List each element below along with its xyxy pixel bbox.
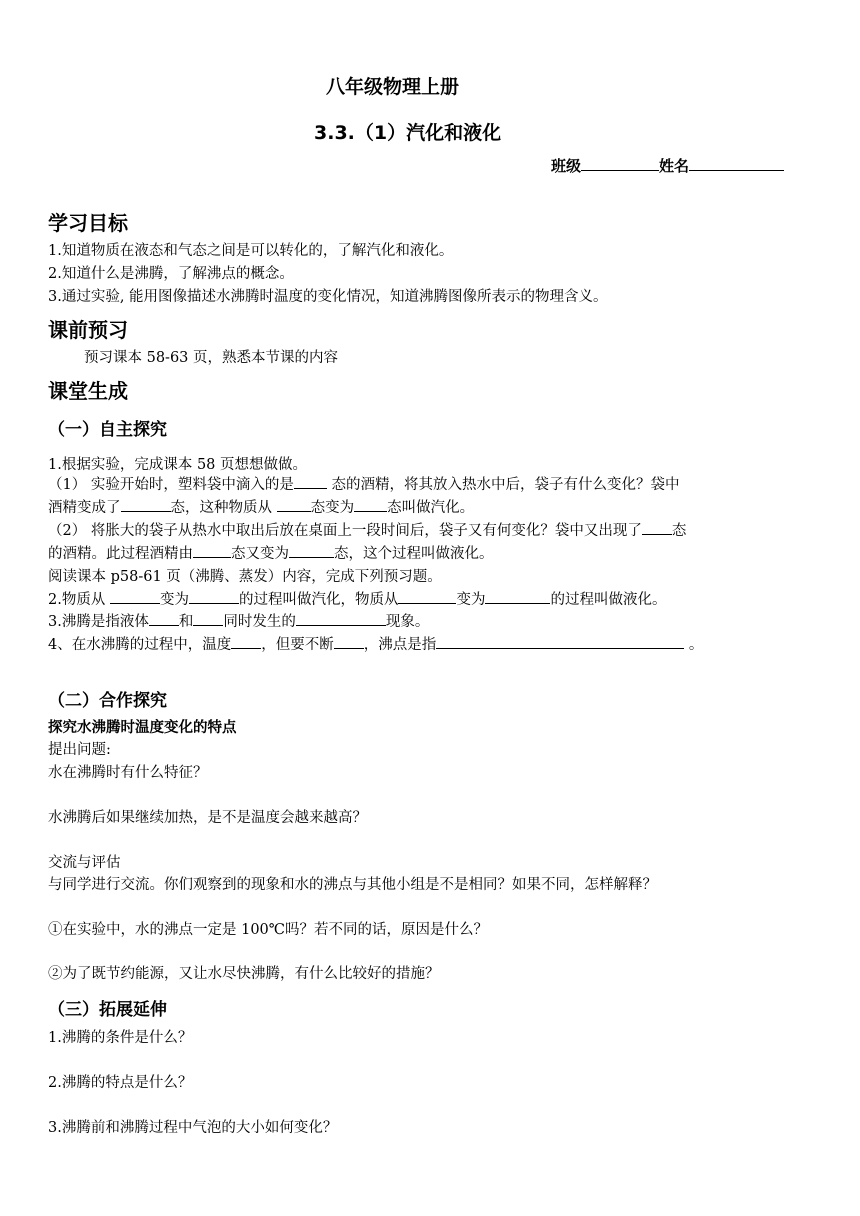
text-segment: ，沸点是指	[363, 637, 437, 653]
answer-blank[interactable]	[121, 497, 171, 512]
name-blank[interactable]	[689, 156, 784, 171]
answer-blank[interactable]	[149, 611, 179, 626]
exercise-line	[48, 519, 686, 540]
question-line: 1.沸腾的条件是什么？	[48, 1030, 193, 1046]
question-line: 3.沸腾前和沸腾过程中气泡的大小如何变化？	[48, 1120, 338, 1136]
text-segment: 态叫做汽化。	[387, 500, 475, 516]
text-segment: 4、在水沸腾的过程中，温度	[48, 637, 232, 653]
text-segment: （1） 实验开始时，塑料袋中滴入的是	[48, 477, 294, 493]
exercise-line	[48, 473, 679, 494]
text-segment: 。	[684, 637, 704, 653]
objective-item: 1.知道物质在液态和气态之间是可以转化的，了解汽化和液化。	[48, 243, 454, 259]
text-segment: 态变为	[310, 500, 355, 516]
text-segment: 态的酒精，将其放入热水中后，袋子有什么变化？袋中	[326, 477, 680, 493]
question-line: 水沸腾后如果继续加热，是不是温度会越来越高？	[48, 810, 367, 826]
text-segment: 的过程叫做液化。	[550, 592, 667, 608]
objective-item: 2.知道什么是沸腾，了解沸点的概念。	[48, 266, 294, 282]
name-label: 姓名	[659, 157, 690, 175]
text-segment: 同时发生的	[223, 614, 296, 630]
evaluation-heading: 交流与评估	[48, 855, 121, 871]
text-segment: 酒精变成了	[48, 500, 121, 516]
section-cooperation-heading: （二）合作探究	[48, 691, 167, 711]
answer-blank[interactable]	[334, 634, 364, 649]
answer-blank[interactable]	[354, 497, 387, 512]
text-segment: （2） 将胀大的袋子从热水中取出后放在桌面上一段时间后，袋子又有何变化？袋中又出现了	[48, 523, 642, 539]
question-line: ②为了既节约能源，又让水尽快沸腾，有什么比较好的措施？	[48, 966, 440, 982]
section-self-study-heading: （一）自主探究	[48, 420, 167, 440]
answer-blank[interactable]	[296, 611, 386, 626]
exercise-line: 阅读课本 p58-61 页（沸腾、蒸发）内容，完成下列预习题。	[48, 569, 442, 585]
experiment-title: 探究水沸腾时温度变化的特点	[48, 720, 237, 736]
answer-blank[interactable]	[277, 497, 311, 512]
preview-heading: 课前预习	[48, 318, 128, 342]
text-segment: 3.沸腾是指液体	[48, 614, 149, 630]
exercise-line	[48, 542, 494, 563]
class-name-row	[551, 155, 784, 176]
text-segment: 的过程叫做汽化，物质从	[238, 592, 399, 608]
document-subtitle: 3.3.（1）汽化和液化	[314, 122, 502, 144]
text-segment: 2.物质从	[48, 592, 110, 608]
objective-item: 3.通过实验, 能用图像描述水沸腾时温度的变化情况，知道沸腾图像所表示的物理含义。	[48, 289, 608, 305]
text-segment: 态	[671, 523, 687, 539]
class-blank[interactable]	[581, 156, 659, 171]
question-intro: 提出问题:	[48, 742, 111, 758]
section-extension-heading: （三）拓展延伸	[48, 1000, 167, 1020]
question-line: 2.沸腾的特点是什么？	[48, 1075, 193, 1091]
document-title: 八年级物理上册	[326, 76, 460, 98]
text-segment: 态又变为	[231, 546, 289, 562]
answer-blank[interactable]	[642, 520, 672, 535]
answer-blank[interactable]	[485, 589, 550, 604]
exercise-line	[48, 588, 666, 609]
answer-blank[interactable]	[294, 474, 327, 489]
exercise-line: 1.根据实验，完成课本 58 页想想做做。	[48, 457, 308, 473]
text-segment: 现象。	[385, 614, 430, 630]
answer-blank[interactable]	[231, 634, 261, 649]
class-label: 班级	[551, 157, 582, 175]
exercise-line	[48, 496, 474, 517]
answer-blank[interactable]	[193, 543, 231, 558]
objectives-heading: 学习目标	[48, 211, 128, 235]
text-segment: 态，这种物质从	[170, 500, 277, 516]
question-line: ①在实验中，水的沸点一定是 100℃吗？若不同的话，原因是什么？	[48, 922, 489, 938]
exercise-line	[48, 633, 703, 654]
answer-blank[interactable]	[398, 589, 456, 604]
text-segment: 的酒精。此过程酒精由	[48, 546, 193, 562]
answer-blank[interactable]	[436, 634, 684, 649]
classroom-heading: 课堂生成	[48, 379, 128, 403]
preview-text: 预习课本 58-63 页，熟悉本节课的内容	[84, 350, 339, 366]
exercise-line	[48, 610, 429, 631]
text-segment: 和	[178, 614, 194, 630]
text-segment: 变为	[456, 592, 486, 608]
answer-blank[interactable]	[193, 611, 223, 626]
answer-blank[interactable]	[289, 543, 334, 558]
question-line: 水在沸腾时有什么特征？	[48, 765, 208, 781]
text-segment: ，但要不断	[261, 637, 334, 653]
evaluation-text: 与同学进行交流。你们观察到的现象和水的沸点与其他小组是不是相同？如果不同，怎样解释？	[48, 877, 657, 893]
answer-blank[interactable]	[110, 589, 160, 604]
text-segment: 变为	[159, 592, 189, 608]
text-segment: 态，这个过程叫做液化。	[334, 546, 494, 562]
answer-blank[interactable]	[189, 589, 239, 604]
